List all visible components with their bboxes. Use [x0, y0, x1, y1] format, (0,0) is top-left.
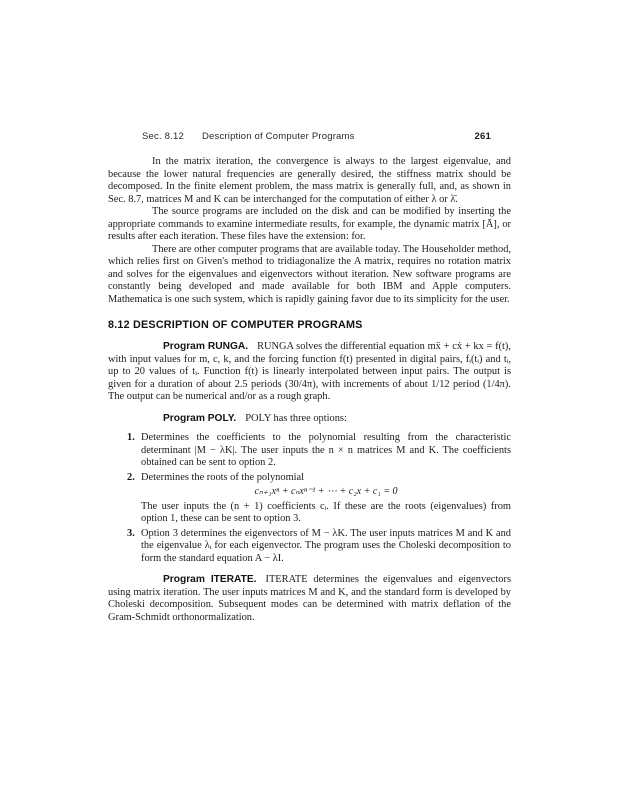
option-1-body: [141, 432, 511, 470]
option-3-number: 3.: [127, 527, 135, 539]
program-iterate-text: ITERATE determines the eigenvalues and eigenvectors using matrix iteration. The user inputs matrices M and K, and the standard form is developed by Choleski decomposition. Subsequent modes can be determined with matrix deflation of the Gram-Schmidt orthonormalization.: [108, 574, 511, 623]
section-heading: 8.12 DESCRIPTION OF COMPUTER PROGRAMS: [108, 319, 363, 331]
poly-option-3: [127, 528, 511, 566]
option-3-body: [141, 528, 511, 566]
poly-option-1: [127, 432, 511, 470]
program-poly-label: Program POLY.: [163, 412, 237, 424]
option-1-text: Determines the coefficients to the polynomial resulting from the characteristic determinant |M − λK|. The user inputs the n × n matrices M and K. The coefficients obtained can be sent to option 2.: [141, 432, 511, 468]
option-2-number: 2.: [127, 471, 135, 483]
program-iterate-paragraph: [108, 574, 511, 624]
program-runga-paragraph: [108, 341, 511, 404]
option-2-text-continued: The user inputs the (n + 1) coefficients cᵢ. If these are the roots (eigenvalues) from option 1, these can be sent to option 3.: [141, 500, 511, 524]
running-head: [108, 131, 511, 142]
option-1-number: 1.: [127, 432, 135, 443]
program-poly-text: POLY has three options:: [245, 412, 347, 424]
poly-option-2: [127, 472, 511, 526]
option-2-text: Determines the roots of the polynomial: [141, 471, 305, 483]
program-iterate-label: Program ITERATE.: [163, 574, 257, 585]
program-poly-paragraph: [108, 413, 511, 426]
paragraph-matrix-iteration: In the matrix iteration, the convergence is always to the largest eigenvalue, and because the lower natural frequencies are generally desired, the stiffness matrix should be decomposed. In the finite element problem, the mass matrix is generally full, and, as shown in Sec. 8.7, matrices M and K can be interchanged for the computation of either λ or λ̄.: [108, 156, 511, 205]
running-head-section: Sec. 8.12: [142, 131, 184, 142]
program-runga-text: RUNGA solves the differential equation mẍ + cẋ + kx = f(t), with input values for m, c, k, and the forcing function f(t) presented in digital pairs, fᵢ(tᵢ) and tᵢ, up to 20 values of tᵢ. Function f(t) is linearly interpolated between input pairs. The output is given for a duration of about 2.5 periods (30/4π), with increments of about 1/12 period (1/4π). The output can be numerical and/or as a rough graph.: [108, 341, 511, 402]
page-number: 261: [474, 131, 491, 142]
page-content: [108, 131, 511, 624]
polynomial-equation: cₙ₊₁xⁿ + cₙxⁿ⁻¹ + ⋯ + c₂x + c₁ = 0: [254, 486, 398, 497]
option-3-text: Option 3 determines the eigenvectors of M − λK. The user inputs matrices M and K and the eigenvalue λᵢ for each eigenvector. The program uses the Choleski decomposition to form the standard equation A − λI.: [141, 527, 511, 564]
page-body: [108, 156, 511, 624]
poly-options-list: [108, 432, 511, 565]
paragraph-other-programs: There are other computer programs that are available today. The Householder method, which relies first on Given's method to tridiagonalize the A matrix, requires no rotation matrix and solves for the eigenvalues and eigenvectors without iteration. New software programs are constantly being developed and made available for both IBM and Apple computers. Mathematica is one such system, which is rapidly gaining favor due to its simplicity for the user.: [108, 243, 511, 305]
paragraph-source-programs: The source programs are included on the disk and can be modified by inserting the appropriate commands to examine intermediate results, for example, the dynamic matrix [Ā], or results after each iteration. These files have the extension: for.: [108, 206, 511, 242]
option-2-body: [141, 472, 511, 526]
running-head-title: Description of Computer Programs: [201, 131, 355, 142]
program-runga-label: Program RUNGA.: [163, 341, 249, 352]
